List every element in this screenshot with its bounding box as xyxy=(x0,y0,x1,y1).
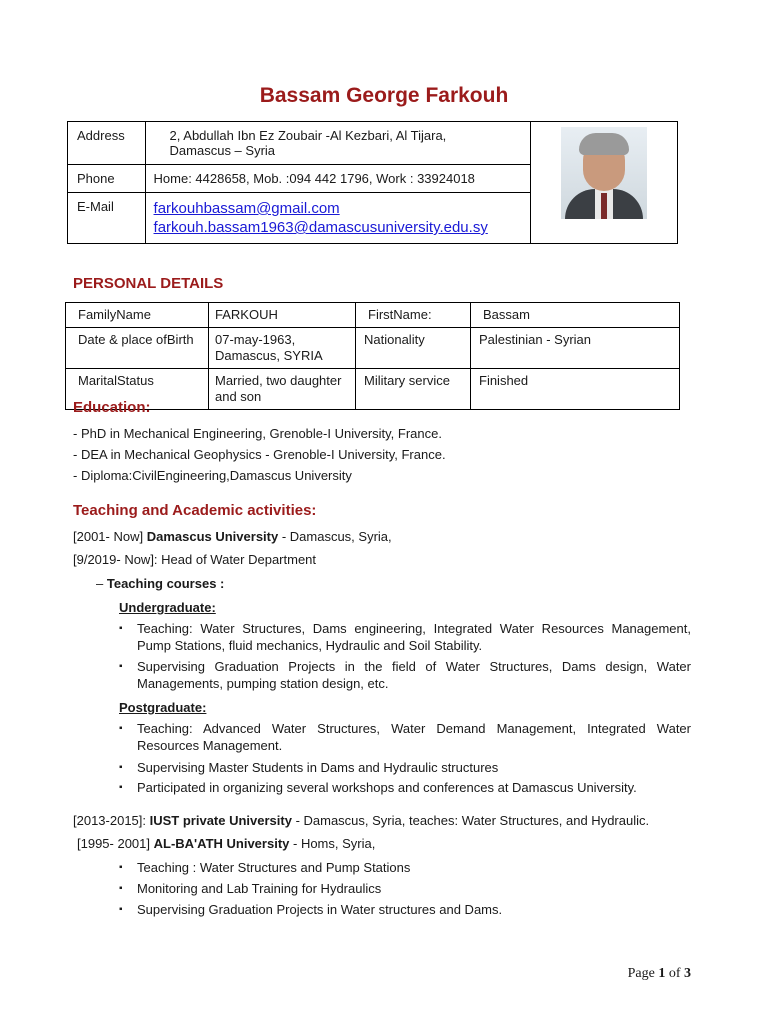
list-item: ▪ Supervising Graduation Projects in Water structures and Dams. xyxy=(119,901,691,918)
personal-cell: Palestinian - Syrian xyxy=(471,328,680,369)
address-line-1: 2, Abdullah Ibn Ez Zoubair -Al Kezbari, Al Tijara, xyxy=(169,128,447,143)
address-row xyxy=(68,122,678,165)
list-item: ▪ Monitoring and Lab Training for Hydraulics xyxy=(119,880,691,897)
education-item: - PhD in Mechanical Engineering, Grenoble-I University, France. xyxy=(73,426,442,441)
personal-row xyxy=(66,328,680,369)
undergraduate-list xyxy=(119,620,691,692)
damascus-university-line: [2001- Now] Damascus University - Damascus, Syria, xyxy=(73,529,392,544)
education-item: - DEA in Mechanical Geophysics - Grenoble-I University, France. xyxy=(73,447,446,462)
personal-cell: FamilyName xyxy=(66,303,209,328)
iust-university-line: [2013-2015]: IUST private University - Damascus, Syria, teaches: Water Structures, and Hydraulic. xyxy=(73,813,650,828)
email-link-1[interactable]: farkouhbassam@gmail.com xyxy=(153,200,340,217)
email-value xyxy=(145,193,531,244)
address-line-2: Damascus – Syria xyxy=(169,143,276,158)
list-item: ▪ Participated in organizing several workshops and conferences at Damascus University. xyxy=(119,779,691,796)
personal-cell: FirstName: xyxy=(356,303,471,328)
list-item: ▪ Supervising Master Students in Dams and Hydraulic structures xyxy=(119,759,691,776)
cv-name-title: Bassam George Farkouh xyxy=(259,84,509,107)
personal-row xyxy=(66,303,680,328)
list-item: ▪ Teaching: Advanced Water Structures, Water Demand Management, Integrated Water Resources Management. xyxy=(119,720,691,754)
address-label: Address xyxy=(68,122,146,165)
email-label: E-Mail xyxy=(68,193,146,244)
phone-label: Phone xyxy=(68,165,146,193)
personal-details-heading: PERSONAL DETAILS xyxy=(73,275,224,292)
profile-photo xyxy=(561,127,647,219)
personal-cell: Date & place ofBirth xyxy=(66,328,209,369)
address-value xyxy=(145,122,531,165)
education-item: - Diploma:CivilEngineering,Damascus University xyxy=(73,468,352,483)
albaath-university-line: [1995- 2001] AL-BA'ATH University - Homs, Syria, xyxy=(77,836,376,851)
teaching-courses-item: – Teaching courses : xyxy=(96,576,225,591)
personal-details-table xyxy=(65,302,680,410)
personal-cell: 07-may-1963, Damascus, SYRIA xyxy=(209,328,356,369)
personal-cell: Finished xyxy=(471,369,680,410)
photo-cell xyxy=(531,122,678,244)
contact-table xyxy=(67,121,678,244)
postgraduate-list xyxy=(119,720,691,796)
teaching-heading: Teaching and Academic activities: xyxy=(73,502,317,519)
personal-cell: MaritalStatus xyxy=(66,369,209,410)
personal-row xyxy=(66,369,680,410)
head-of-department-line: [9/2019- Now]: Head of Water Department xyxy=(73,552,317,567)
page-number-footer: Page 1 of 3 xyxy=(627,966,691,981)
personal-cell: Bassam xyxy=(471,303,680,328)
personal-cell: Military service xyxy=(356,369,471,410)
phone-value: Home: 4428658, Mob. :094 442 1796, Work : 33924018 xyxy=(145,165,531,193)
list-item: ▪ Teaching : Water Structures and Pump Stations xyxy=(119,859,691,876)
list-item: ▪ Supervising Graduation Projects in the field of Water Structures, Dams design, Water Managements, pumping station design, etc. xyxy=(119,658,691,692)
education-heading: Education: xyxy=(73,399,151,416)
personal-cell: FARKOUH xyxy=(209,303,356,328)
list-item: ▪ Teaching: Water Structures, Dams engineering, Integrated Water Resources Management, Pump Stations, fluid mechanics, Hydraulic and Soil Stability. xyxy=(119,620,691,654)
postgraduate-heading: Postgraduate: xyxy=(119,700,207,715)
personal-cell: Married, two daughter and son xyxy=(209,369,356,410)
email-link-2[interactable]: farkouh.bassam1963@damascusuniversity.edu.sy xyxy=(153,219,488,236)
personal-cell: Nationality xyxy=(356,328,471,369)
undergraduate-heading: Undergraduate: xyxy=(119,600,216,615)
albaath-list xyxy=(119,859,691,918)
